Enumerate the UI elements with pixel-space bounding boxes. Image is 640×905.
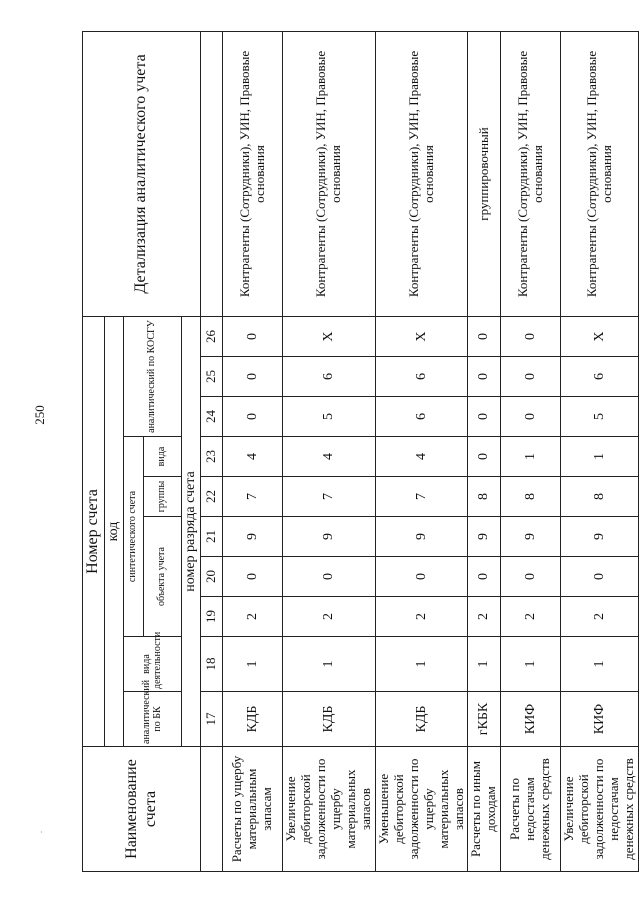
row-code-cell: 0 bbox=[223, 357, 283, 397]
header-accounting-object: объекта учета bbox=[144, 517, 182, 637]
row-code-cell: 5 bbox=[283, 397, 376, 437]
page-number: 250 bbox=[32, 405, 47, 425]
digit-cell: 18 bbox=[201, 637, 223, 692]
digit-cell: 20 bbox=[201, 557, 223, 597]
row-code-cell: 9 bbox=[223, 517, 283, 557]
row-code-cell: 7 bbox=[375, 477, 468, 517]
row-code-cell: 6 bbox=[283, 357, 376, 397]
row-detail: Контрагенты (Сотрудники), УИН, Правовые основания bbox=[501, 31, 561, 316]
row-code-cell: 1 bbox=[283, 637, 376, 692]
row-account-name: Расчеты по ущербу материальным запасам bbox=[223, 747, 283, 872]
row-code-cell: 0 bbox=[223, 316, 283, 356]
row-code-cell: Х bbox=[375, 316, 468, 356]
row-code-cell: 0 bbox=[375, 557, 468, 597]
row-code-cell: 0 bbox=[501, 316, 561, 356]
row-code-cell: 2 bbox=[501, 597, 561, 637]
digit-cell: 26 bbox=[201, 316, 223, 356]
row-detail: Контрагенты (Сотрудники), УИН, Правовые основания bbox=[561, 31, 639, 316]
row-code-cell: 1 bbox=[561, 637, 639, 692]
digit-cell: 19 bbox=[201, 597, 223, 637]
row-code-cell: 9 bbox=[501, 517, 561, 557]
row-code-cell: 9 bbox=[561, 517, 639, 557]
table-row bbox=[375, 31, 468, 871]
table-row bbox=[468, 31, 501, 871]
row-code-cell: 9 bbox=[283, 517, 376, 557]
row-account-name: Расчеты по недостачам денежных средств bbox=[501, 747, 561, 872]
header-account-number: Номер счета bbox=[83, 316, 105, 746]
row-code-cell: КДБ bbox=[223, 692, 283, 747]
row-detail: Контрагенты (Сотрудники), УИН, Правовые основания bbox=[223, 31, 283, 316]
table-row bbox=[561, 31, 639, 871]
digit-empty-cell bbox=[201, 747, 223, 872]
table-row bbox=[501, 31, 561, 871]
scan-mark: · bbox=[40, 828, 43, 837]
row-code-cell: КИФ bbox=[561, 692, 639, 747]
row-code-cell: 2 bbox=[223, 597, 283, 637]
header-digit-number: номер разряда счета bbox=[182, 316, 201, 746]
row-code-cell: Х bbox=[283, 316, 376, 356]
row-code-cell: 0 bbox=[223, 397, 283, 437]
row-detail: группировочный bbox=[468, 31, 501, 316]
row-code-cell: 7 bbox=[223, 477, 283, 517]
row-detail: Контрагенты (Сотрудники), УИН, Правовые основания bbox=[283, 31, 376, 316]
header-analytic-bk: аналитический по БК bbox=[124, 692, 182, 747]
row-code-cell: 8 bbox=[468, 477, 501, 517]
row-code-cell: 0 bbox=[223, 557, 283, 597]
row-code-cell: 2 bbox=[283, 597, 376, 637]
row-code-cell: 1 bbox=[501, 637, 561, 692]
row-code-cell: 0 bbox=[501, 397, 561, 437]
row-code-cell: 6 bbox=[375, 357, 468, 397]
row-code-cell: 0 bbox=[561, 557, 639, 597]
digit-cell: 25 bbox=[201, 357, 223, 397]
row-account-name: Уменьшение дебиторской задолженности по ущербу материальных запасов bbox=[375, 747, 468, 872]
header-analytic-kosgu: аналитический по КОСГУ bbox=[124, 316, 182, 436]
row-code-cell: 1 bbox=[561, 437, 639, 477]
header-activity-type: вида деятельности bbox=[124, 637, 182, 692]
table-body bbox=[223, 31, 639, 871]
row-code-cell: 1 bbox=[501, 437, 561, 477]
table-row bbox=[223, 31, 283, 871]
accounts-table bbox=[82, 31, 639, 872]
row-code-cell: 0 bbox=[501, 357, 561, 397]
row-code-cell: 9 bbox=[375, 517, 468, 557]
row-code-cell: 1 bbox=[375, 637, 468, 692]
digit-cell: 21 bbox=[201, 517, 223, 557]
digit-cell: 23 bbox=[201, 437, 223, 477]
row-code-cell: 4 bbox=[283, 437, 376, 477]
table-row bbox=[283, 31, 376, 871]
rotated-table-wrapper bbox=[82, 32, 637, 872]
row-code-cell: гКБК bbox=[468, 692, 501, 747]
row-code-cell: 6 bbox=[561, 357, 639, 397]
row-code-cell: 2 bbox=[561, 597, 639, 637]
row-code-cell: 0 bbox=[468, 397, 501, 437]
header-synthetic: синтетического счета bbox=[124, 437, 144, 637]
row-account-name: Увеличение дебиторской задолженности по недостачам денежных средств bbox=[561, 747, 639, 872]
row-code-cell: 4 bbox=[223, 437, 283, 477]
digit-empty-cell bbox=[201, 31, 223, 316]
digit-cell: 24 bbox=[201, 397, 223, 437]
row-code-cell: Х bbox=[561, 316, 639, 356]
header-account-name: Наименование счета bbox=[83, 747, 201, 872]
row-code-cell: 0 bbox=[501, 557, 561, 597]
row-code-cell: КДБ bbox=[283, 692, 376, 747]
row-code-cell: 6 bbox=[375, 397, 468, 437]
row-code-cell: 8 bbox=[561, 477, 639, 517]
row-code-cell: 0 bbox=[468, 557, 501, 597]
row-account-name: Расчеты по иным доходам bbox=[468, 747, 501, 872]
digit-cell: 17 bbox=[201, 692, 223, 747]
row-code-cell: 8 bbox=[501, 477, 561, 517]
header-code: код bbox=[105, 316, 124, 746]
row-account-name: Увеличение дебиторской задолженности по ущербу материальных запасов bbox=[283, 747, 376, 872]
digit-cell: 22 bbox=[201, 477, 223, 517]
header-group: группы bbox=[144, 477, 182, 517]
row-code-cell: 4 bbox=[375, 437, 468, 477]
row-code-cell: 0 bbox=[468, 357, 501, 397]
header-detail: Детализация аналитического учета bbox=[83, 31, 201, 316]
header-kind: вида bbox=[144, 437, 182, 477]
row-code-cell: КДБ bbox=[375, 692, 468, 747]
row-code-cell: 2 bbox=[375, 597, 468, 637]
row-code-cell: 2 bbox=[468, 597, 501, 637]
row-code-cell: 5 bbox=[561, 397, 639, 437]
row-detail: Контрагенты (Сотрудники), УИН, Правовые основания bbox=[375, 31, 468, 316]
row-code-cell: 0 bbox=[283, 557, 376, 597]
row-code-cell: 1 bbox=[468, 637, 501, 692]
row-code-cell: КИФ bbox=[501, 692, 561, 747]
row-code-cell: 0 bbox=[468, 316, 501, 356]
row-code-cell: 9 bbox=[468, 517, 501, 557]
row-code-cell: 0 bbox=[468, 437, 501, 477]
row-code-cell: 7 bbox=[283, 477, 376, 517]
row-code-cell: 1 bbox=[223, 637, 283, 692]
